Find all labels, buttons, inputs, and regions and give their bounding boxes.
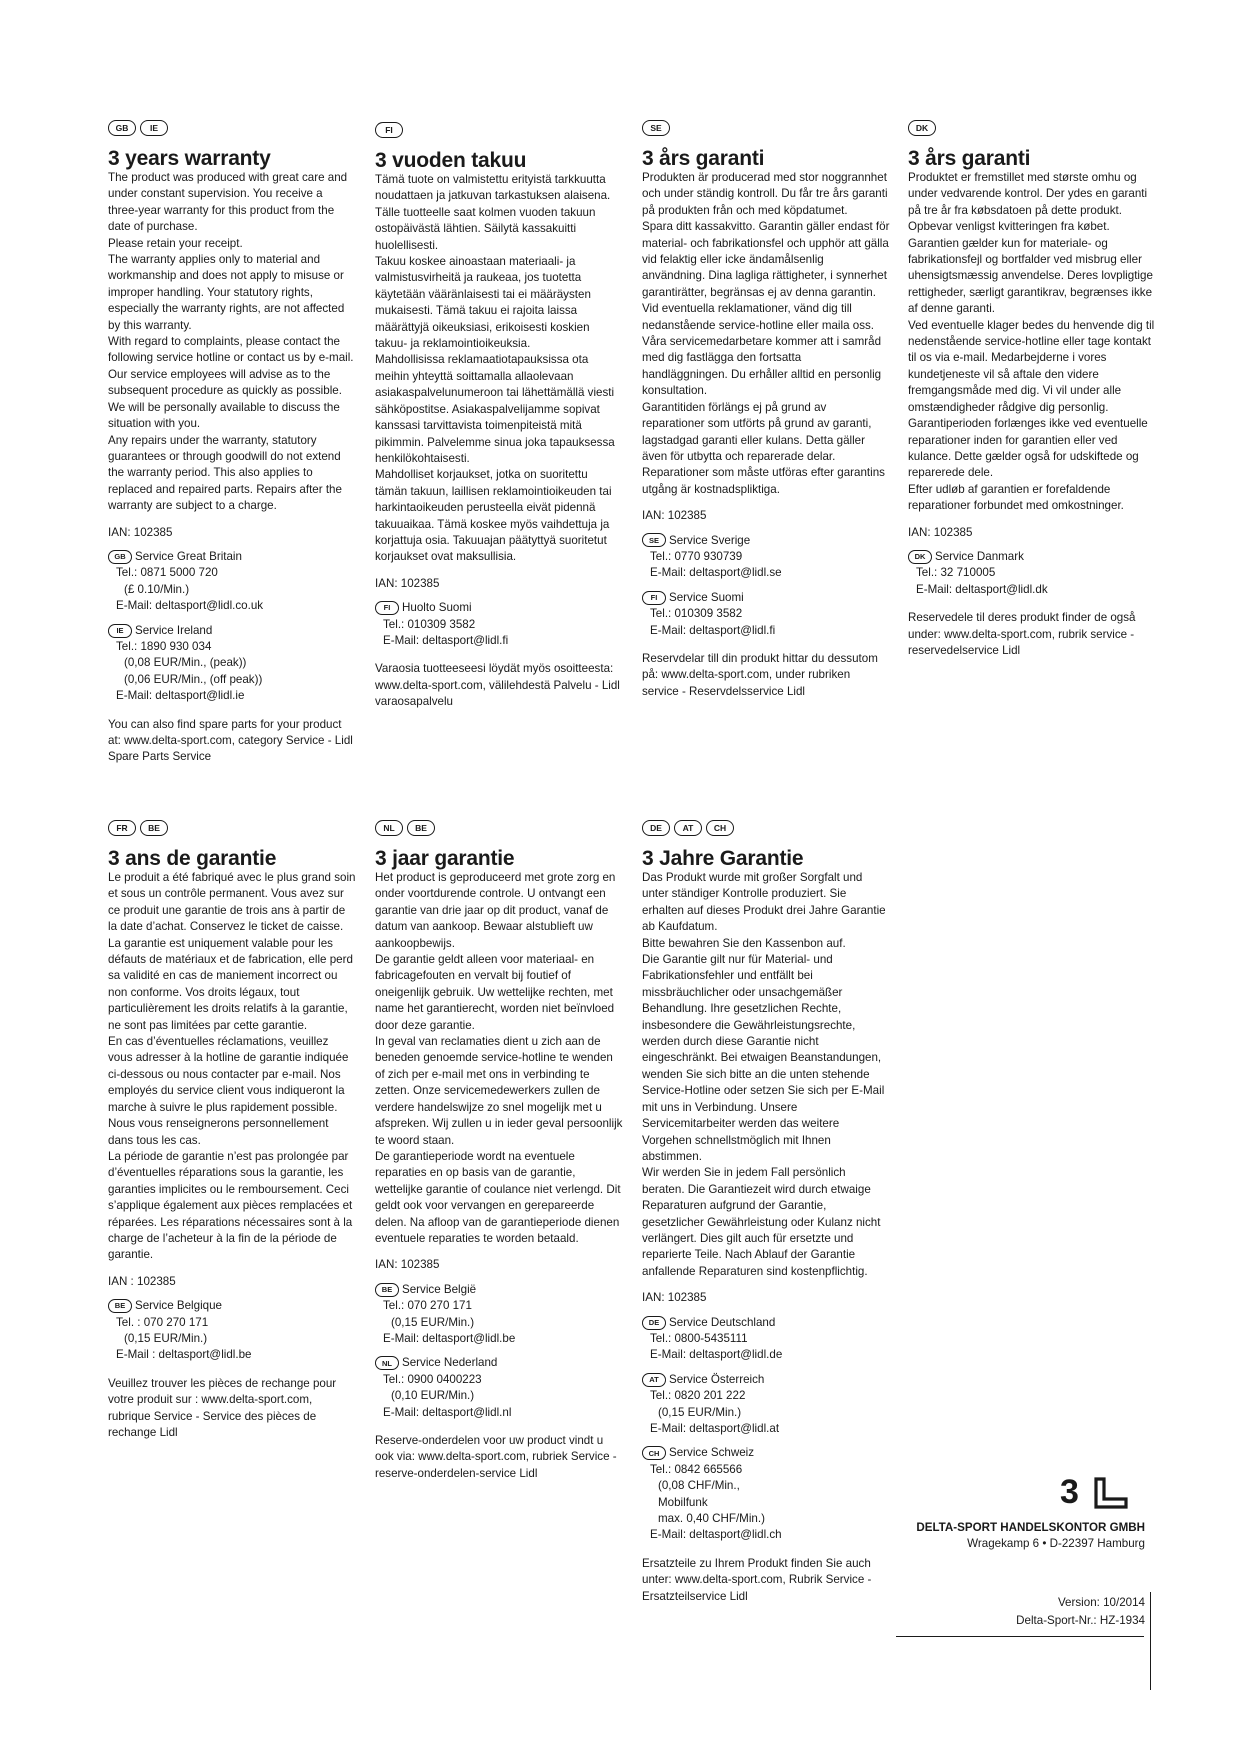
service-detail-line: Tel.: 0871 5000 720: [116, 566, 218, 580]
warranty-paragraph: Tämä tuote on valmistettu erityistä tarkkuutta noudattaen ja jatkuvan tarkastuksen alaisena. Tälle tuotteelle saat kolmen vuoden takuun ostopäivästä lähtien. Säilytä kassakuitti huolellisesti.: [375, 173, 611, 252]
spare-parts-note: Varaosia tuotteeseesi löydät myös osoitteesta: www.delta-sport.com, välilehdestä Palvelu - Lidl varaosapalvelu: [375, 662, 620, 709]
service-heading: [375, 600, 623, 616]
service-contact: [375, 1355, 623, 1421]
service-heading: [642, 1445, 890, 1461]
warranty-text: [375, 172, 623, 566]
country-badges: [108, 120, 356, 138]
warranty-text: [108, 870, 356, 1264]
warranty-paragraph: Our service employees will advise as to the subsequent procedure as quickly as possible. We will be personally available to discuss the situation with you.: [108, 367, 342, 431]
service-detail-line: Mobilfunk: [658, 1495, 708, 1509]
warranty-paragraph: La période de garantie n’est pas prolongée par d’éventuelles réparations sous la garantie, les garanties implicites ou le remboursement. Ceci s’applique également aux pièces remplacées et réparées. Les réparations nécessaires sont à la charge de l’acheteur à la fin de la période de garantie.: [108, 1149, 353, 1262]
section-title: 3 Jahre Garantie: [642, 847, 804, 870]
ian-number: IAN: 102385: [108, 525, 173, 539]
country-badges: [908, 120, 1156, 138]
service-name: Service Schweiz: [669, 1446, 755, 1460]
service-heading: [908, 549, 1156, 565]
service-detail-line: Tel.: 0842 665566: [650, 1462, 743, 1476]
country-badge-icon: SE: [642, 120, 670, 136]
warranty-paragraph: Wir werden Sie in jedem Fall persönlich beraten. Die Garantiezeit wird durch etwaige Reparaturen aufgrund der Garantie, gesetzlicher Gewährleistung oder Kulanz nicht verlängert. Dies gilt auch für ersetzte und reparierte Teile. Nach Ablauf der Garantie anfallende Reparaturen sind kostenpflichtig.: [642, 1166, 881, 1278]
service-detail-line: Tel.: 070 270 171: [383, 1299, 472, 1313]
company-block: [916, 1520, 1145, 1553]
service-detail-line: (0,08 CHF/Min.,: [658, 1479, 740, 1493]
country-badge-icon: DK: [908, 550, 932, 564]
service-detail-line: Tel.: 0800-5435111: [650, 1331, 748, 1345]
service-name: Service Suomi: [669, 590, 744, 604]
service-detail-line: Tel. : 070 270 171: [116, 1315, 209, 1329]
warranty-paragraph: De garantie geldt alleen voor materiaal- en fabricagefouten en vervalt bij foutief of oneigenlijk gebruik. Uw wettelijke rechten, met name het garantierecht, worden niet beïnvloed door deze garantie.: [375, 953, 615, 1032]
country-badge-icon: GB: [108, 120, 136, 136]
service-detail-line: E-Mail: deltasport@lidl.co.uk: [116, 599, 264, 613]
version-block: [1016, 1594, 1145, 1630]
ian-number: IAN : 102385: [108, 1274, 176, 1288]
warranty-paragraph: With regard to complaints, please contact the following service hotline or contact us by e-mail.: [108, 335, 354, 365]
country-badge-icon: IE: [108, 624, 132, 638]
service-name: Service Danmark: [935, 549, 1024, 563]
service-detail-line: Tel.: 0770 930739: [650, 549, 743, 563]
warranty-paragraph: Takuu koskee ainoastaan materiaali- ja valmistusvirheitä ja raukeaa, jos tuotetta käytetään vääränlaisesti tai ei määräysten mukaisesti. Tämä takuu ei rajoita laissa määrättyjä oikeuksiasi, erikoisesti koskien takuu- ja reklamointioikeuksia.: [375, 255, 591, 351]
warranty-paragraph: Vid eventuella reklamationer, vänd dig till nedanstående service-hotline eller maila oss. Våra servicemedarbetare kommer att i samråd med dig fastlägga den fortsatta handläggningen. Du erhåller alltid en personlig konsultation.: [642, 302, 882, 398]
warranty-paragraph: Spara ditt kassakvitto. Garantin gäller endast för material- och fabrikationsfel och upphör att gälla vid felaktig eller icke ändamålsenlig användning. Dina lagliga rättigheter, i synnerhet garantirätter, begränsas ej av denna garantin.: [642, 220, 890, 299]
service-name: Huolto Suomi: [402, 601, 472, 615]
warranty-paragraph: Produktet er fremstillet med største omhu og under vedvarende kontrol. Der ydes en garanti på tre år fra købsdatoen på dette produkt. Opbevar venligst kvitteringen fra købet.: [908, 171, 1148, 234]
service-heading: [642, 590, 890, 606]
service-detail-line: E-Mail: deltasport@lidl.nl: [383, 1405, 512, 1419]
warranty-text: [375, 870, 623, 1247]
country-badge-icon: GB: [108, 550, 132, 564]
warranty-paragraph: Garantien gælder kun for materiale- og fabrikationsfejl og bortfalder ved misbrug eller uhensigtsmæssig anvendelse. Deres lovpligtige rettigheder, særligt garantikrav, begrænses ikke af denne garanti.: [908, 236, 1153, 316]
service-heading: [642, 1372, 890, 1388]
warranty-paragraph: In geval van reclamaties dient u zich aan de beneden genoemde service-hotline te wenden of zich per e-mail met ons in verbinding te zetten. Onze servicemedewerkers zullen de verdere handelswijze zo snel mogelijk met u afspreken. Wij zullen u in ieder geval persoonlijk te woord staan.: [375, 1035, 623, 1147]
service-detail-line: E-Mail: deltasport@lidl.ie: [116, 689, 245, 703]
section-title: 3 years warranty: [108, 147, 271, 170]
service-detail-line: E-Mail: deltasport@lidl.at: [650, 1422, 780, 1435]
service-contact: [108, 623, 356, 705]
service-detail-line: Tel.: 0900 0400223: [383, 1372, 482, 1386]
ian-number: IAN: 102385: [908, 525, 973, 539]
service-contact: [375, 1282, 623, 1348]
service-detail-line: Tel.: 010309 3582: [383, 617, 476, 631]
country-badges: [375, 820, 623, 838]
service-name: Service Deutschland: [669, 1315, 776, 1329]
section-title: 3 ans de garantie: [108, 847, 277, 870]
country-badge-icon: FR: [108, 820, 136, 836]
country-badge-icon: BE: [375, 1283, 399, 1297]
ian-number: IAN: 102385: [375, 576, 440, 590]
warranty-paragraph: En cas d’éventuelles réclamations, veuillez vous adresser à la hotline de garantie indiquée ci-dessous ou nous contacter par e-mail. Nos employés du service client vous indiqueront la marche à suivre le plus rapidement possible. Nous vous renseignerons personnellement dans tous les cas.: [108, 1035, 349, 1147]
warranty-text: [642, 170, 890, 498]
warranty-paragraph: Garantitiden förlängs ej på grund av reparationer som utförts på grund av garanti, lagstadgad garanti eller kulans. Detta gäller även för utbytta och reparerade delar. Reparationer som måste utföras efter garantins utgång är kostnadspliktiga.: [642, 400, 885, 496]
service-heading: [375, 1355, 623, 1371]
warranty-paragraph: Ved eventuelle klager bedes du henvende dig til nedenstående service-hotline eller tage kontakt til os via e-mail. Medarbejderne i vores kundetjeneste vil så aftale den videre fremgangsmåde med dig. Vi vil under alle omstændigheder rådgive dig personlig.: [908, 318, 1155, 414]
warranty-paragraph: Produkten är producerad med stor noggrannhet och under ständig kontroll. Du får tre års garanti på produkten från och med köpdatumet.: [642, 171, 888, 217]
warranty-text: [908, 170, 1156, 515]
service-detail-line: Tel.: 1890 930 034: [116, 639, 212, 653]
service-detail-line: E-Mail: deltasport@lidl.be: [383, 1331, 516, 1345]
service-detail-line: Tel.: 32 710005: [916, 566, 996, 580]
country-badge-icon: DK: [908, 120, 936, 136]
company-address: Wragekamp 6 • D-22397 Hamburg: [967, 1537, 1145, 1551]
section-gb: [108, 120, 356, 766]
country-badge-icon: FI: [375, 601, 399, 615]
service-detail-line: (0,08 EUR/Min., (peak)): [124, 656, 247, 670]
country-badges: [108, 820, 356, 838]
warranty-paragraph: Efter udløb af garantien er forefaldende reparationer forbundet med omkostninger.: [908, 482, 1124, 513]
service-contact: [642, 1315, 890, 1364]
service-heading: [375, 1282, 623, 1298]
warranty-paragraph: Het product is geproduceerd met grote zorg en onder voortdurende controle. U ontvangt een garantie van drie jaar op dit product, vanaf de datum van aankoop. Bewaar alstublieft uw aankoopbewijs.: [375, 871, 616, 950]
brand-logo-icon: [1094, 1477, 1128, 1509]
service-detail-line: E-Mail: deltasport@lidl.dk: [916, 582, 1048, 596]
service-name: Service Sverige: [669, 533, 751, 547]
ian-number: IAN: 102385: [642, 1291, 707, 1305]
spare-parts-note: You can also find spare parts for your product at: www.delta-sport.com, category Service - Lidl Spare Parts Service: [108, 717, 353, 764]
country-badges: [642, 820, 890, 838]
section-se: [642, 120, 890, 700]
country-badge-icon: BE: [407, 820, 435, 836]
service-detail-line: (0,10 EUR/Min.): [391, 1389, 475, 1403]
service-contact: [108, 1298, 356, 1364]
country-badge-icon: DE: [642, 1316, 666, 1330]
service-detail-line: (0,15 EUR/Min.): [658, 1405, 742, 1419]
ian-number: IAN: 102385: [375, 1258, 440, 1272]
ian-number: IAN: 102385: [642, 509, 707, 523]
service-detail-line: (£ 0.10/Min.): [124, 582, 190, 596]
service-detail-line: E-Mail: deltasport@lidl.fi: [383, 633, 509, 647]
warranty-paragraph: Le produit a été fabriqué avec le plus grand soin et sous un contrôle permanent. Vous avez sur ce produit une garantie de trois ans à partir de la date d’achat. Conservez le ticket de caisse.: [108, 871, 356, 934]
service-contact: [642, 1445, 890, 1543]
divider-line: [896, 1636, 1144, 1637]
country-badge-icon: BE: [140, 820, 168, 836]
service-detail-line: (0,15 EUR/Min.): [124, 1331, 208, 1345]
warranty-paragraph: Die Garantie gilt nur für Material- und Fabrikationsfehler und entfällt bei missbräuchlicher oder unsachgemäßer Behandlung. Ihre gesetzlichen Rechte, insbesondere die Gewährleistungsrechte, werden durch diese Garantie nicht eingeschränkt. Bei etwaigen Beanstandungen, wenden Sie sich bitte an die unten stehende Service-Hotline oder setzen Sie sich per E-Mail mit uns in Verbindung. Unsere Servicemitarbeiter werden das weitere Vorgehen schnellstmöglich mit Ihnen abstimmen.: [642, 953, 885, 1163]
spare-parts-note: Reservedele til deres produkt finder de også under: www.delta-sport.com, rubrik service - reservedelservice Lidl: [908, 611, 1136, 657]
crop-edge-line: [1150, 1592, 1151, 1690]
brand-logo-number: 3: [1060, 1473, 1079, 1511]
country-badge-icon: SE: [642, 533, 666, 547]
version-label: Version: 10/2014: [1057, 1596, 1145, 1609]
country-badge-icon: BE: [108, 1299, 132, 1313]
section-fi: [375, 122, 623, 711]
warranty-paragraph: The product was produced with great care and under constant supervision. You receive a three-year warranty for this product from the date of purchase.: [108, 171, 348, 234]
warranty-paragraph: Any repairs under the warranty, statutory guarantees or through goodwill do not extend the warranty period. This also applies to replaced and repaired parts. Repairs after the warranty are subject to a charge.: [108, 433, 342, 513]
warranty-paragraph: Garantiperioden forlænges ikke ved eventuelle reparationer inden for garantien eller ved kulance. Dette gælder også for udskiftede og reparerede dele.: [908, 417, 1148, 480]
section-title: 3 vuoden takuu: [375, 149, 527, 172]
country-badge-icon: NL: [375, 820, 403, 836]
service-name: Service België: [402, 1282, 477, 1296]
service-detail-line: (0,15 EUR/Min.): [391, 1315, 475, 1329]
service-name: Service Belgique: [135, 1299, 223, 1313]
warranty-paragraph: Please retain your receipt.: [108, 236, 243, 250]
service-detail-line: (0,06 EUR/Min., (off peak)): [124, 672, 263, 686]
warranty-text: [108, 170, 356, 515]
warranty-paragraph: Das Produkt wurde mit großer Sorgfalt und unter ständiger Kontrolle produziert. Sie erhalten auf dieses Produkt drei Jahre Garantie ab Kaufdatum.: [642, 871, 886, 934]
service-heading: [108, 549, 356, 565]
spare-parts-note: Reserve-onderdelen voor uw product vindt u ook via: www.delta-sport.com, rubriek Service - reserve-onderdelen-service Lidl: [375, 1434, 617, 1480]
section-de: [642, 820, 890, 1605]
service-detail-line: E-Mail: deltasport@lidl.se: [650, 566, 782, 580]
service-heading: [108, 623, 356, 639]
service-detail-line: E-Mail : deltasport@lidl.be: [116, 1348, 252, 1362]
section-title: 3 års garanti: [908, 147, 1031, 170]
delta-sport-number: Delta-Sport-Nr.: HZ-1934: [1016, 1614, 1145, 1627]
country-badge-icon: AT: [674, 820, 702, 836]
service-name: Service Great Britain: [135, 549, 242, 563]
service-detail-line: E-Mail: deltasport@lidl.ch: [650, 1528, 782, 1542]
country-badge-icon: DE: [642, 820, 670, 836]
service-heading: [642, 1315, 890, 1331]
section-title: 3 jaar garantie: [375, 847, 515, 870]
service-detail-line: Tel.: 0820 201 222: [650, 1389, 746, 1403]
country-badge-icon: NL: [375, 1356, 399, 1370]
section-nl: [375, 820, 623, 1482]
spare-parts-note: Ersatzteile zu Ihrem Produkt finden Sie auch unter: www.delta-sport.com, Rubrik Service - Ersatzteilservice Lidl: [642, 1556, 872, 1603]
company-name: DELTA-SPORT HANDELSKONTOR GMBH: [916, 1521, 1145, 1534]
spare-parts-note: Reservdelar till din produkt hittar du dessutom på: www.delta-sport.com, under rubriken service - Reservdelsservice Lidl: [642, 651, 878, 698]
section-title: 3 års garanti: [642, 147, 765, 170]
service-detail-line: E-Mail: deltasport@lidl.de: [650, 1348, 783, 1362]
service-name: Service Ireland: [135, 623, 213, 637]
service-heading: [642, 533, 890, 549]
warranty-paragraph: De garantieperiode wordt na eventuele reparaties en op basis van de garantie, wettelijke garantie of coulance niet verlengd. Dit geldt ook voor vervangen en gerepareerde delen. Na afloop van de garantieperiode dienen eventuele reparaties te worden betaald.: [375, 1149, 621, 1245]
service-name: Service Nederland: [402, 1356, 498, 1370]
service-name: Service Österreich: [669, 1372, 765, 1386]
service-contact: [642, 533, 890, 582]
warranty-paragraph: Mahdollisissa reklamaatiotapauksissa ota meihin yhteyttä soittamalla allaolevaan asiakaspalvelunumeroon tai lähettämällä viesti sähköpostitse. Asiakaspalvelijamme sopivat kanssasi tarvittavista toimenpiteistä mitä pikimmin. Palvelemme sinua joka tapauksessa henkilökohtaisesti.: [375, 353, 615, 465]
section-dk: [908, 120, 1156, 659]
spare-parts-note: Veuillez trouver les pièces de rechange pour votre produit sur : www.delta-sport.com, rubrique Service - Service des pièces de rechange Lidl: [108, 1376, 337, 1439]
service-contact: [908, 549, 1156, 598]
warranty-paragraph: Bitte bewahren Sie den Kassenbon auf.: [642, 936, 846, 950]
warranty-paragraph: La garantie est uniquement valable pour les défauts de matériaux et de fabrication, elle perd sa validité en cas de maniement incorrect ou non conforme. Vos droits légaux, tout particulièrement les droits relatifs à la garantie, ne sont pas limitées par cette garantie.: [108, 936, 353, 1032]
service-contact: [375, 600, 623, 649]
country-badge-icon: CH: [642, 1446, 666, 1460]
country-badge-icon: FI: [375, 122, 403, 138]
service-contact: [642, 590, 890, 639]
country-badge-icon: AT: [642, 1373, 666, 1387]
country-badges: [375, 122, 623, 140]
country-badge-icon: IE: [140, 120, 168, 136]
service-contact: [108, 549, 356, 615]
country-badge-icon: CH: [706, 820, 734, 836]
country-badges: [642, 120, 890, 138]
service-heading: [108, 1298, 356, 1314]
warranty-paragraph: The warranty applies only to material and workmanship and does not apply to misuse or improper handling. Your statutory rights, especially the warranty rights, are not affected by this warranty.: [108, 253, 345, 332]
service-contact: [642, 1372, 890, 1438]
service-detail-line: Tel.: 010309 3582: [650, 607, 743, 621]
country-badge-icon: FI: [642, 591, 666, 605]
warranty-paragraph: Mahdolliset korjaukset, jotka on suoritettu tämän takuun, laillisen reklamointioikeuden tai harkintaoikeuden perusteella eivät pidennä takuuaikaa. Tämä koskee myös vaihdettuja ja korjattuja osia. Takuuajan päätyttyä suoritetut korjaukset ovat maksullisia.: [375, 468, 612, 564]
service-detail-line: max. 0,40 CHF/Min.): [658, 1512, 765, 1526]
section-fr: [108, 820, 356, 1441]
warranty-text: [642, 870, 890, 1280]
service-detail-line: E-Mail: deltasport@lidl.fi: [650, 623, 776, 637]
